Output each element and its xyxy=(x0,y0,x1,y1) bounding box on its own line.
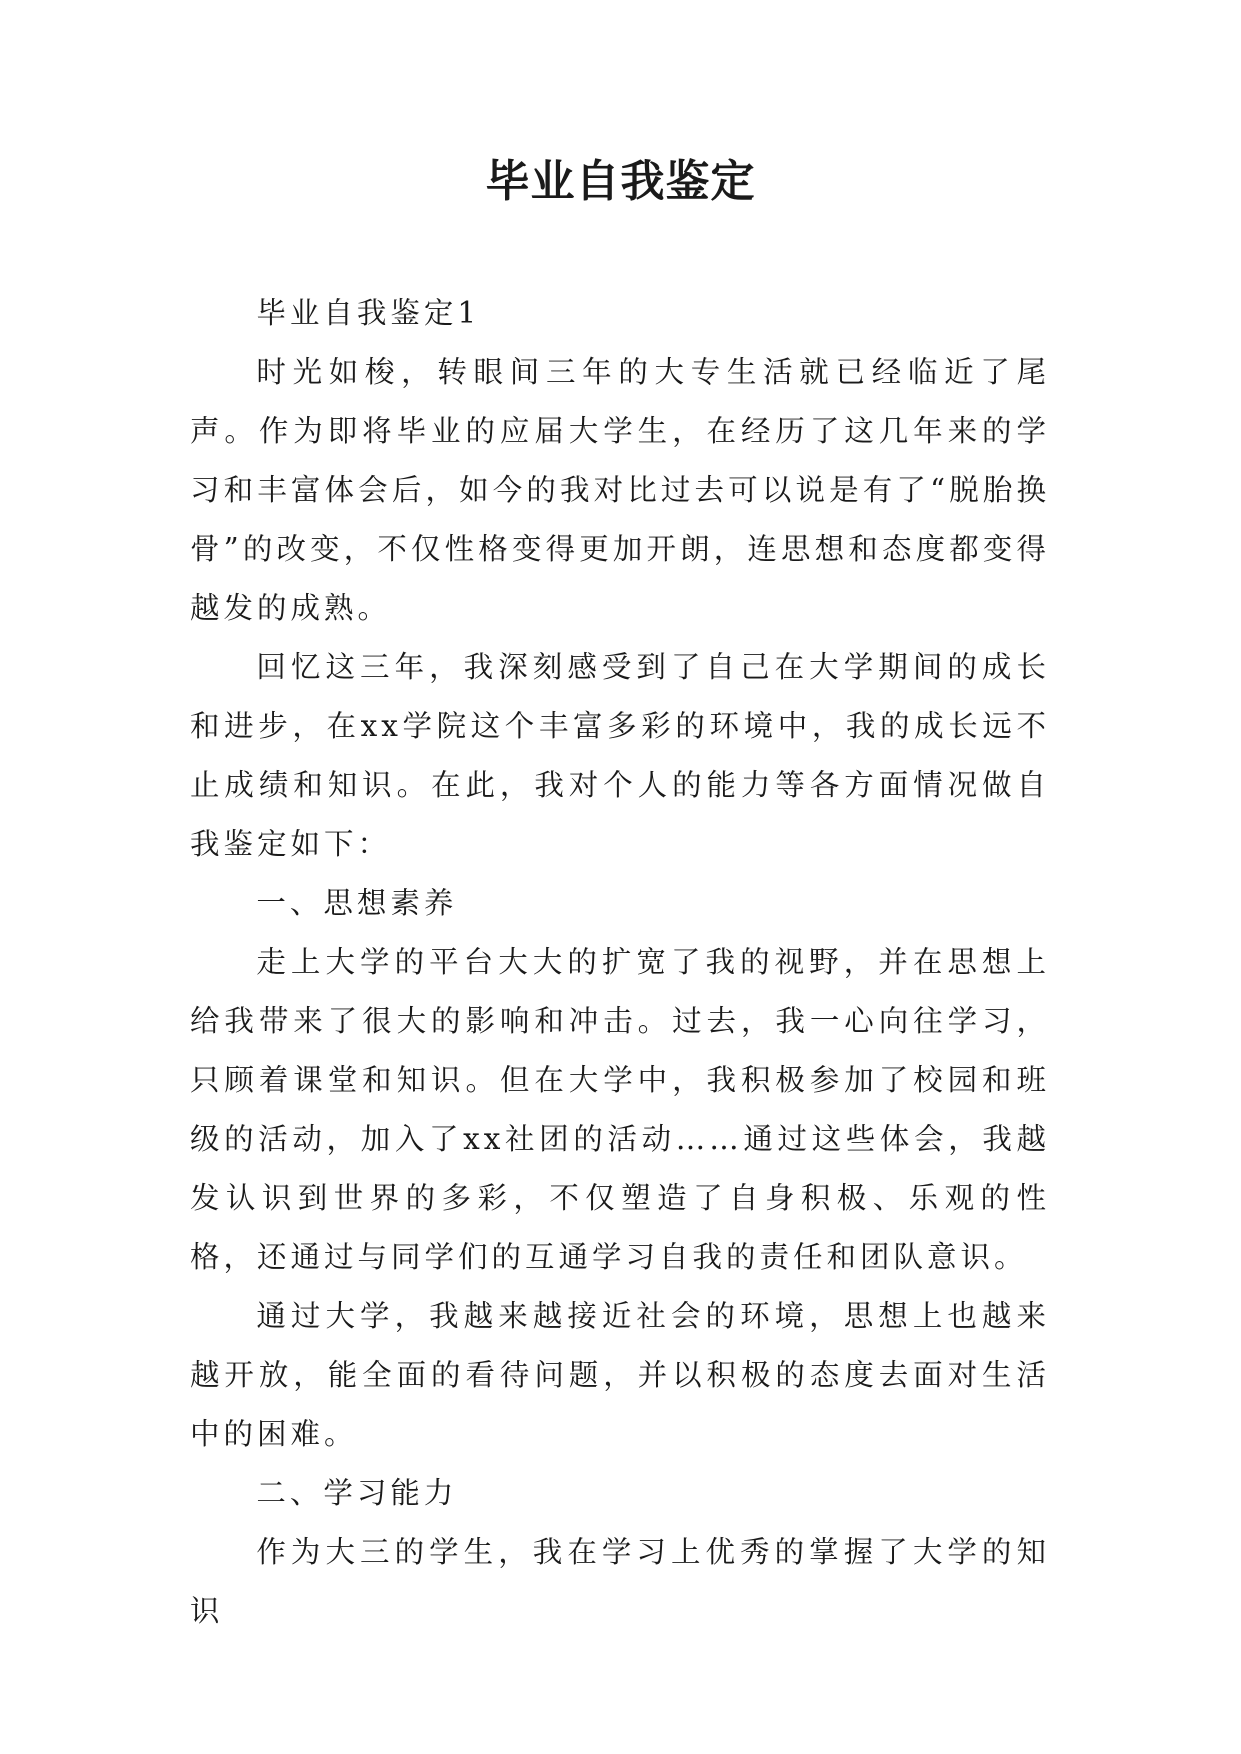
paragraph: 回忆这三年，我深刻感受到了自己在大学期间的成长和进步，在xx学院这个丰富多彩的环境中，我的成长远不止成绩和知识。在此，我对个人的能力等各方面情况做自我鉴定如下： xyxy=(190,650,1050,861)
section-heading: 毕业自我鉴定1 xyxy=(256,296,481,330)
subsection-heading: 一、思想素养 xyxy=(256,886,458,920)
paragraph: 时光如梭，转眼间三年的大专生活就已经临近了尾声。作为即将毕业的应届大学生，在经历了这几年来的学习和丰富体会后，如今的我对比过去可以说是有了“脱胎换骨”的改变，不仅性格变得更加开朗，连思想和态度都变得越发的成熟。 xyxy=(190,355,1050,625)
paragraph: 通过大学，我越来越接近社会的环境，思想上也越来越开放，能全面的看待问题，并以积极的态度去面对生活中的困难。 xyxy=(190,1299,1050,1451)
document-title: 毕业自我鉴定 xyxy=(485,156,756,207)
document-body xyxy=(190,284,1050,1641)
paragraph: 作为大三的学生，我在学习上优秀的掌握了大学的知识 xyxy=(190,1535,1050,1628)
subsection-heading: 二、学习能力 xyxy=(256,1476,458,1510)
paragraph: 走上大学的平台大大的扩宽了我的视野，并在思想上给我带来了很大的影响和冲击。过去，我一心向往学习，只顾着课堂和知识。但在大学中，我积极参加了校园和班级的活动，加入了xx社团的活动……通过这些体会，我越发认识到世界的多彩，不仅塑造了自身积极、乐观的性格，还通过与同学们的互通学习自我的责任和团队意识。 xyxy=(190,945,1050,1274)
